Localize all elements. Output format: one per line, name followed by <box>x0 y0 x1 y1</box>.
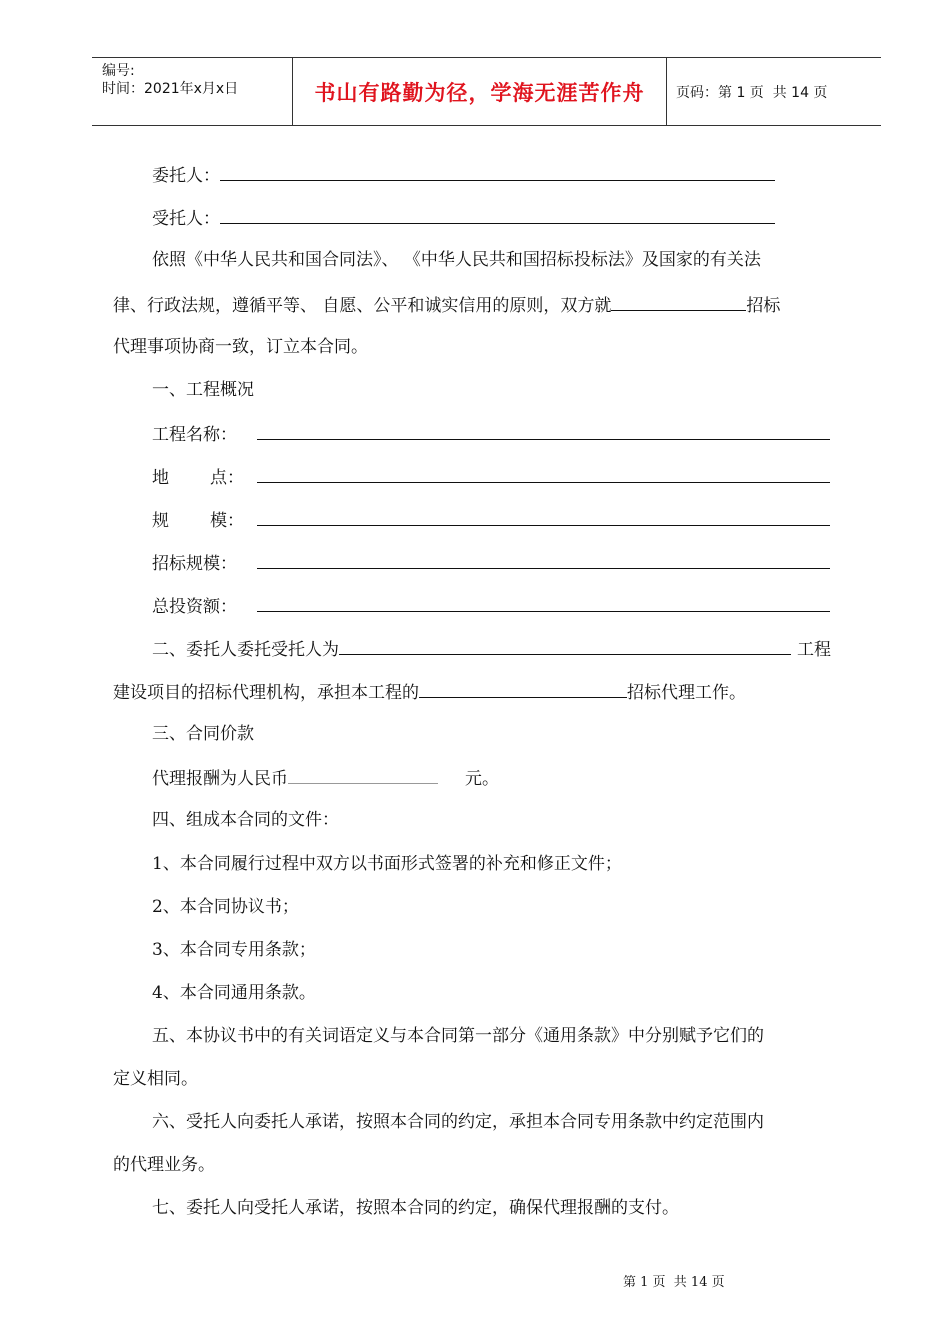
bid-scale-blank[interactable] <box>257 551 830 569</box>
document-time: 时间：2021年x月x日 <box>102 81 239 97</box>
doc-item-3: 3、本合同专用条款； <box>152 940 316 960</box>
page-footer: 第 1 页 共 14 页 <box>623 1275 725 1290</box>
header-motto: 书山有路勤为径，学海无涯苦作舟 <box>314 80 645 105</box>
field-label: 地 点： <box>152 468 244 488</box>
section-2-text: 二、委托人委托受托人为 <box>152 640 339 660</box>
agent-line <box>152 206 775 230</box>
project-blank-2[interactable] <box>339 637 791 655</box>
field-bid-scale <box>152 551 830 575</box>
header-divider <box>666 58 667 125</box>
field-total-investment <box>152 594 830 618</box>
section-7-line1: 七、委托人向受托人承诺，按照本合同的约定，确保代理报酬的支付。 <box>152 1198 679 1218</box>
fee-amount-blank[interactable] <box>288 766 438 784</box>
section-2-text: 建设项目的招标代理机构，承担本工程的 <box>113 683 419 703</box>
scale-blank[interactable] <box>257 508 830 526</box>
fee-unit: 元。 <box>465 769 499 789</box>
doc-item-1: 1、本合同履行过程中双方以书面形式签署的补充和修正文件； <box>152 854 622 874</box>
section-1-title: 一、工程概况 <box>152 380 254 400</box>
agent-blank[interactable] <box>220 206 775 224</box>
client-line <box>152 163 775 187</box>
field-location <box>152 465 830 489</box>
field-label: 总投资额： <box>152 597 237 617</box>
section-5-line2: 定义相同。 <box>113 1069 198 1089</box>
section-2-text-end: 招标代理工作。 <box>627 683 746 703</box>
section-6-line1: 六、受托人向委托人承诺，按照本合同的约定，承担本合同专用条款中约定范围内 <box>152 1112 764 1132</box>
field-scale <box>152 508 830 532</box>
document-code-label: 编号: <box>102 63 135 79</box>
location-blank[interactable] <box>257 465 830 483</box>
fee-text: 代理报酬为人民币 <box>152 769 288 789</box>
project-name-blank[interactable] <box>257 422 830 440</box>
section-2-line1 <box>152 637 831 661</box>
field-project-name <box>152 422 830 446</box>
section-6-line2: 的代理业务。 <box>113 1155 215 1175</box>
section-2-text-end: 工程 <box>797 640 831 660</box>
section-4-title: 四、组成本合同的文件： <box>152 810 339 830</box>
project-blank[interactable] <box>611 293 746 311</box>
fee-line <box>152 766 499 790</box>
header-page-info: 页码：第 1 页 共 14 页 <box>676 84 828 101</box>
section-5-line1: 五、本协议书中的有关词语定义与本合同第一部分《通用条款》中分别赋予它们的 <box>152 1026 764 1046</box>
field-label: 规 模： <box>152 511 244 531</box>
para1-text: 律、行政法规，遵循平等、 自愿、公平和诚实信用的原则，双方就 <box>113 296 612 316</box>
agent-label: 受托人： <box>152 209 220 229</box>
total-investment-blank[interactable] <box>257 594 830 612</box>
field-label: 工程名称： <box>152 425 237 445</box>
para1-line1: 依照《中华人民共和国合同法》、 《中华人民共和国招标投标法》及国家的有关法 <box>152 250 761 270</box>
scope-blank[interactable] <box>419 680 627 698</box>
section-2-line2 <box>113 680 746 704</box>
client-label: 委托人： <box>152 166 220 186</box>
field-label: 招标规模： <box>152 554 237 574</box>
page-header <box>92 57 881 126</box>
section-3-title: 三、合同价款 <box>152 724 254 744</box>
para1-line2 <box>113 293 780 317</box>
header-meta <box>102 62 238 98</box>
para1-line3: 代理事项协商一致，订立本合同。 <box>113 337 368 357</box>
client-blank[interactable] <box>220 163 775 181</box>
doc-item-2: 2、本合同协议书； <box>152 897 299 917</box>
doc-item-4: 4、本合同通用条款。 <box>152 983 316 1003</box>
para1-text-end: 招标 <box>746 296 781 316</box>
